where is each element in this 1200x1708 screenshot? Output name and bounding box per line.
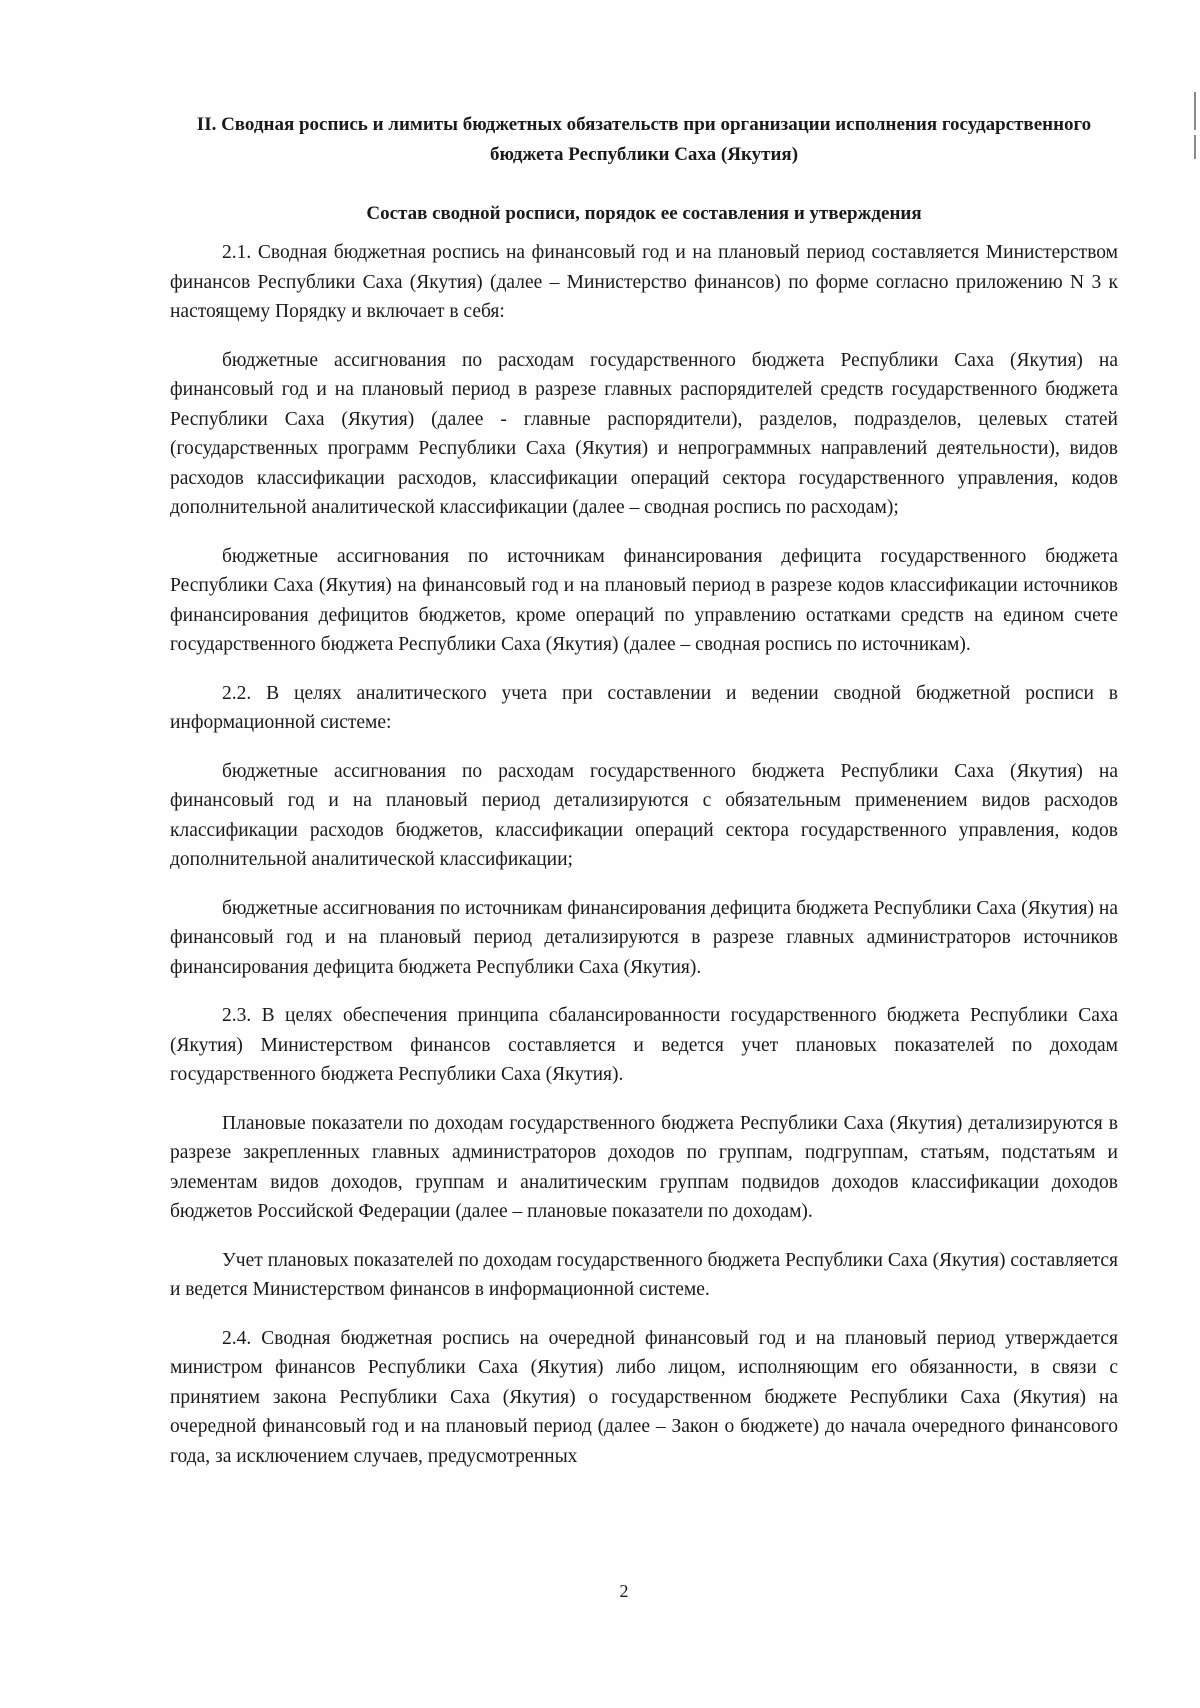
- paragraph-revenue-accounting: Учет плановых показателей по доходам государственного бюджета Республики Саха (Якутия) составляется и ведется Министерством финансов в информационной системе.: [170, 1249, 1118, 1300]
- page-number: 2: [619, 1581, 629, 1601]
- paragraph-2-1: 2.1. Сводная бюджетная роспись на финансовый год и на плановый период составляется Министерством финансов Республики Саха (Якутия) (далее – Министерство финансов) по форме согласно приложению N 3 к настоящему Порядку и включает в себя:: [170, 242, 1118, 322]
- document-body: [170, 110, 1118, 1490]
- chapter-title: II. Сводная роспись и лимиты бюджетных обязательств при организации исполнения государственного бюджета Республики Саха (Якутия): [196, 114, 1092, 165]
- scan-edge-mark: [1194, 92, 1196, 130]
- paragraph-revenue-indicators: Плановые показатели по доходам государственного бюджета Республики Саха (Якутия) детализируются в разрезе закрепленных главных администраторов доходов по группам, подгруппам, статьям, подстатьям и элементам видов доходов, группам и аналитическим группам подвидов доходов классификации доходов бюджетов Российской Федерации (далее – плановые показатели по доходам).: [170, 1112, 1118, 1222]
- paragraph-sources-detail: бюджетные ассигнования по источникам финансирования дефицита бюджета Республики Саха (Якутия) на финансовый год и на плановый период детализируются в разрезе главных администраторов источников финансирования дефицита бюджета Республики Саха (Якутия).: [170, 897, 1118, 978]
- paragraph-deficit-sources: бюджетные ассигнования по источникам финансирования дефицита государственного бюджета Республики Саха (Якутия) на финансовый год и на плановый период в разрезе кодов классификации источников финансирования дефицитов бюджетов, кроме операций по управлению остатками средств на едином счете государственного бюджета Республики Саха (Якутия) (далее – сводная роспись по источникам).: [170, 545, 1118, 655]
- paragraph-2-2: 2.2. В целях аналитического учета при составлении и ведении сводной бюджетной росписи в информационной системе:: [170, 682, 1118, 733]
- paragraph-2-4: 2.4. Сводная бюджетная роспись на очередной финансовый год и на плановый период утверждается министром финансов Республики Саха (Якутия) либо лицом, исполняющим его обязанности, в связи с принятием закона Республики Саха (Якутия) о государственном бюджете Республики Саха (Якутия) на очередной финансовый год и на плановый период (далее – Закон о бюджете) до начала очередного финансового года, за исключением случаев, предусмотренных: [170, 1327, 1118, 1467]
- paragraph-expenses-detail: бюджетные ассигнования по расходам государственного бюджета Республики Саха (Якутия) на финансовый год и на плановый период детализируются с обязательным применением видов расходов классификации расходов бюджетов, классификации операций сектора государственного управления, кодов дополнительной аналитической классификации;: [170, 760, 1118, 870]
- section-title: Состав сводной росписи, порядок ее составления и утверждения: [366, 203, 922, 224]
- paragraph-2-3: 2.3. В целях обеспечения принципа сбалансированности государственного бюджета Республики Саха (Якутия) Министерством финансов составляется и ведется учет плановых показателей по доходам государственного бюджета Республики Саха (Якутия).: [170, 1005, 1118, 1085]
- paragraph-expenses-allocations: бюджетные ассигнования по расходам государственного бюджета Республики Саха (Якутия) на финансовый год и на плановый период в разрезе главных распорядителей средств государственного бюджета Республики Саха (Якутия) (далее - главные распорядители), разделов, подразделов, целевых статей (государственных программ Республики Саха (Якутия) и непрограммных направлений деятельности), видов расходов классификации расходов, классификации операций сектора государственного управления, кодов дополнительной аналитической классификации (далее – сводная роспись по расходам);: [170, 349, 1118, 518]
- scan-edge-mark: [1194, 135, 1196, 159]
